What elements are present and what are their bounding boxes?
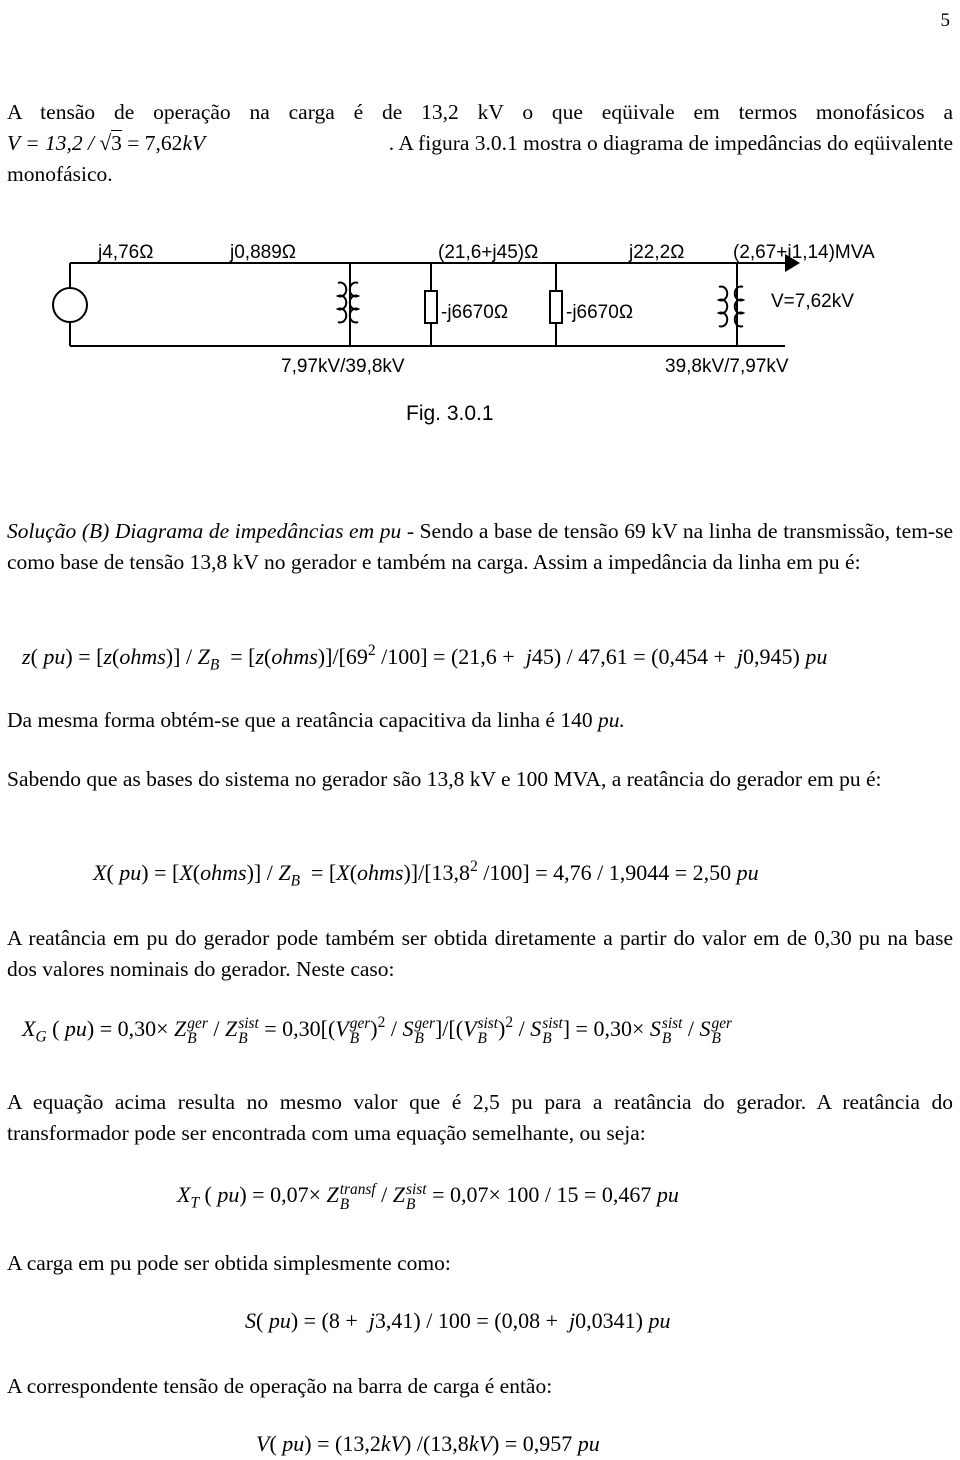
intro-v-value: = 7,62 [127,131,183,155]
intro-v-prefix: V = 13,2 / [7,131,94,155]
capacitive-text: Da mesma forma obtém-se que a reatância capacitiva da linha é 140 [7,708,598,732]
generator-icon [53,288,87,322]
sqrt-symbol: √3 [99,131,122,155]
intro-line-2-rest: . A figura 3.0.1 mostra o diagrama de impedâncias do eqüivalente [388,131,953,155]
capacitive-paragraph [7,705,953,736]
solution-text: - Sendo a base de tensão 69 kV na linha de transmissão, tem-se como base de tensão 13,8 kV no gerador e também na carga. Assim a impedância da linha em pu é: [7,519,953,574]
solution-paragraph [7,516,953,578]
figure-caption: Fig. 3.0.1 [406,402,494,425]
impedance-diagram [0,0,960,400]
transformer-paragraph: A equação acima resulta no mesmo valor que é 2,5 pu para a reatância do gerador. A reatância do transformador pode ser encontrada com uma equação semelhante, ou seja: [7,1090,953,1145]
sqrt-radicand: 3 [111,131,122,155]
page-number: 5 [940,10,950,31]
label-cap1: -j6670Ω [441,302,509,323]
label-cap2: -j6670Ω [566,302,634,323]
label-t2: 39,8kV/7,97kV [665,356,789,377]
equation-line-load: S( pu) = (8 + j3,41) / 100 = (0,08 + j0,0341) pu [245,1308,671,1333]
label-voltage: V=7,62kV [771,291,854,312]
generator-base-paragraph: Sabendo que as bases do sistema no gerador são 13,8 kV e 100 MVA, a reatância do gerador em pu é: [7,767,882,791]
voltage-paragraph: A correspondente tensão de operação na barra de carga é então: [7,1374,553,1398]
intro-line-1: A tensão de operação na carga é de 13,2 kV o que eqüivale em termos monofásicos a [7,100,953,124]
equation-line-transformer: $X_T$ ( pu) = 0,07× Z transf B / Z sist B = 0,07× 100 / 15 = 0,467 pu [177,1180,679,1213]
load-paragraph: A carga em pu pode ser obtida simplesmente como: [7,1251,451,1275]
t2-primary-coil [719,287,727,327]
t1-primary-coil [338,283,346,323]
label-z3: j22,2Ω [629,242,685,263]
cap1-element [425,291,437,323]
label-z1: j4,76Ω [98,242,154,263]
label-t1: 7,97kV/39,8kV [281,356,405,377]
solution-heading: Solução (B) Diagrama de impedâncias em pu [7,519,402,543]
direct-base-paragraph: A reatância em pu do gerador pode também ser obtida diretamente a partir do valor em de 0,30 pu na base dos valores nominais do gerador. Neste caso: [7,926,953,981]
equation-line-voltage: V( pu) = (13,2kV) /(13,8kV) = 0,957 pu [256,1431,600,1456]
equation-line-generator-reactance: X( pu) = [X(ohms)] / $Z_B$ = $[X(ohms)]/[13,8^2$ /100] = 4,76 / 1,9044 = 2,50 pu [93,857,759,890]
label-z2: j0,889Ω [230,242,296,263]
intro-line-3: monofásico. [7,162,113,186]
intro-v-unit: kV [182,131,206,155]
cap2-element [550,291,562,323]
t1-secondary-coil [350,283,358,323]
label-load: (2,67+j1,14)MVA [733,242,875,263]
equation-line-impedance: z( pu) = [z(ohms)] / $Z_B$ = $[z(ohms)]/[69^2$ /100] = (21,6 + j45) / 47,61 = (0,454 + j0,945) pu [22,641,828,674]
equation-line-base-change: $X_G$ ( pu) = 0,30× Z ger B / Z sist B = 0,30[(V ger B )$^2$ / S ger B ]/[(V sist B )$^2$ / S sist B ] = 0,30× S sist B / S ger B [22,1013,733,1047]
label-zline: (21,6+j45)Ω [438,242,539,263]
capacitive-unit: pu. [597,708,625,732]
